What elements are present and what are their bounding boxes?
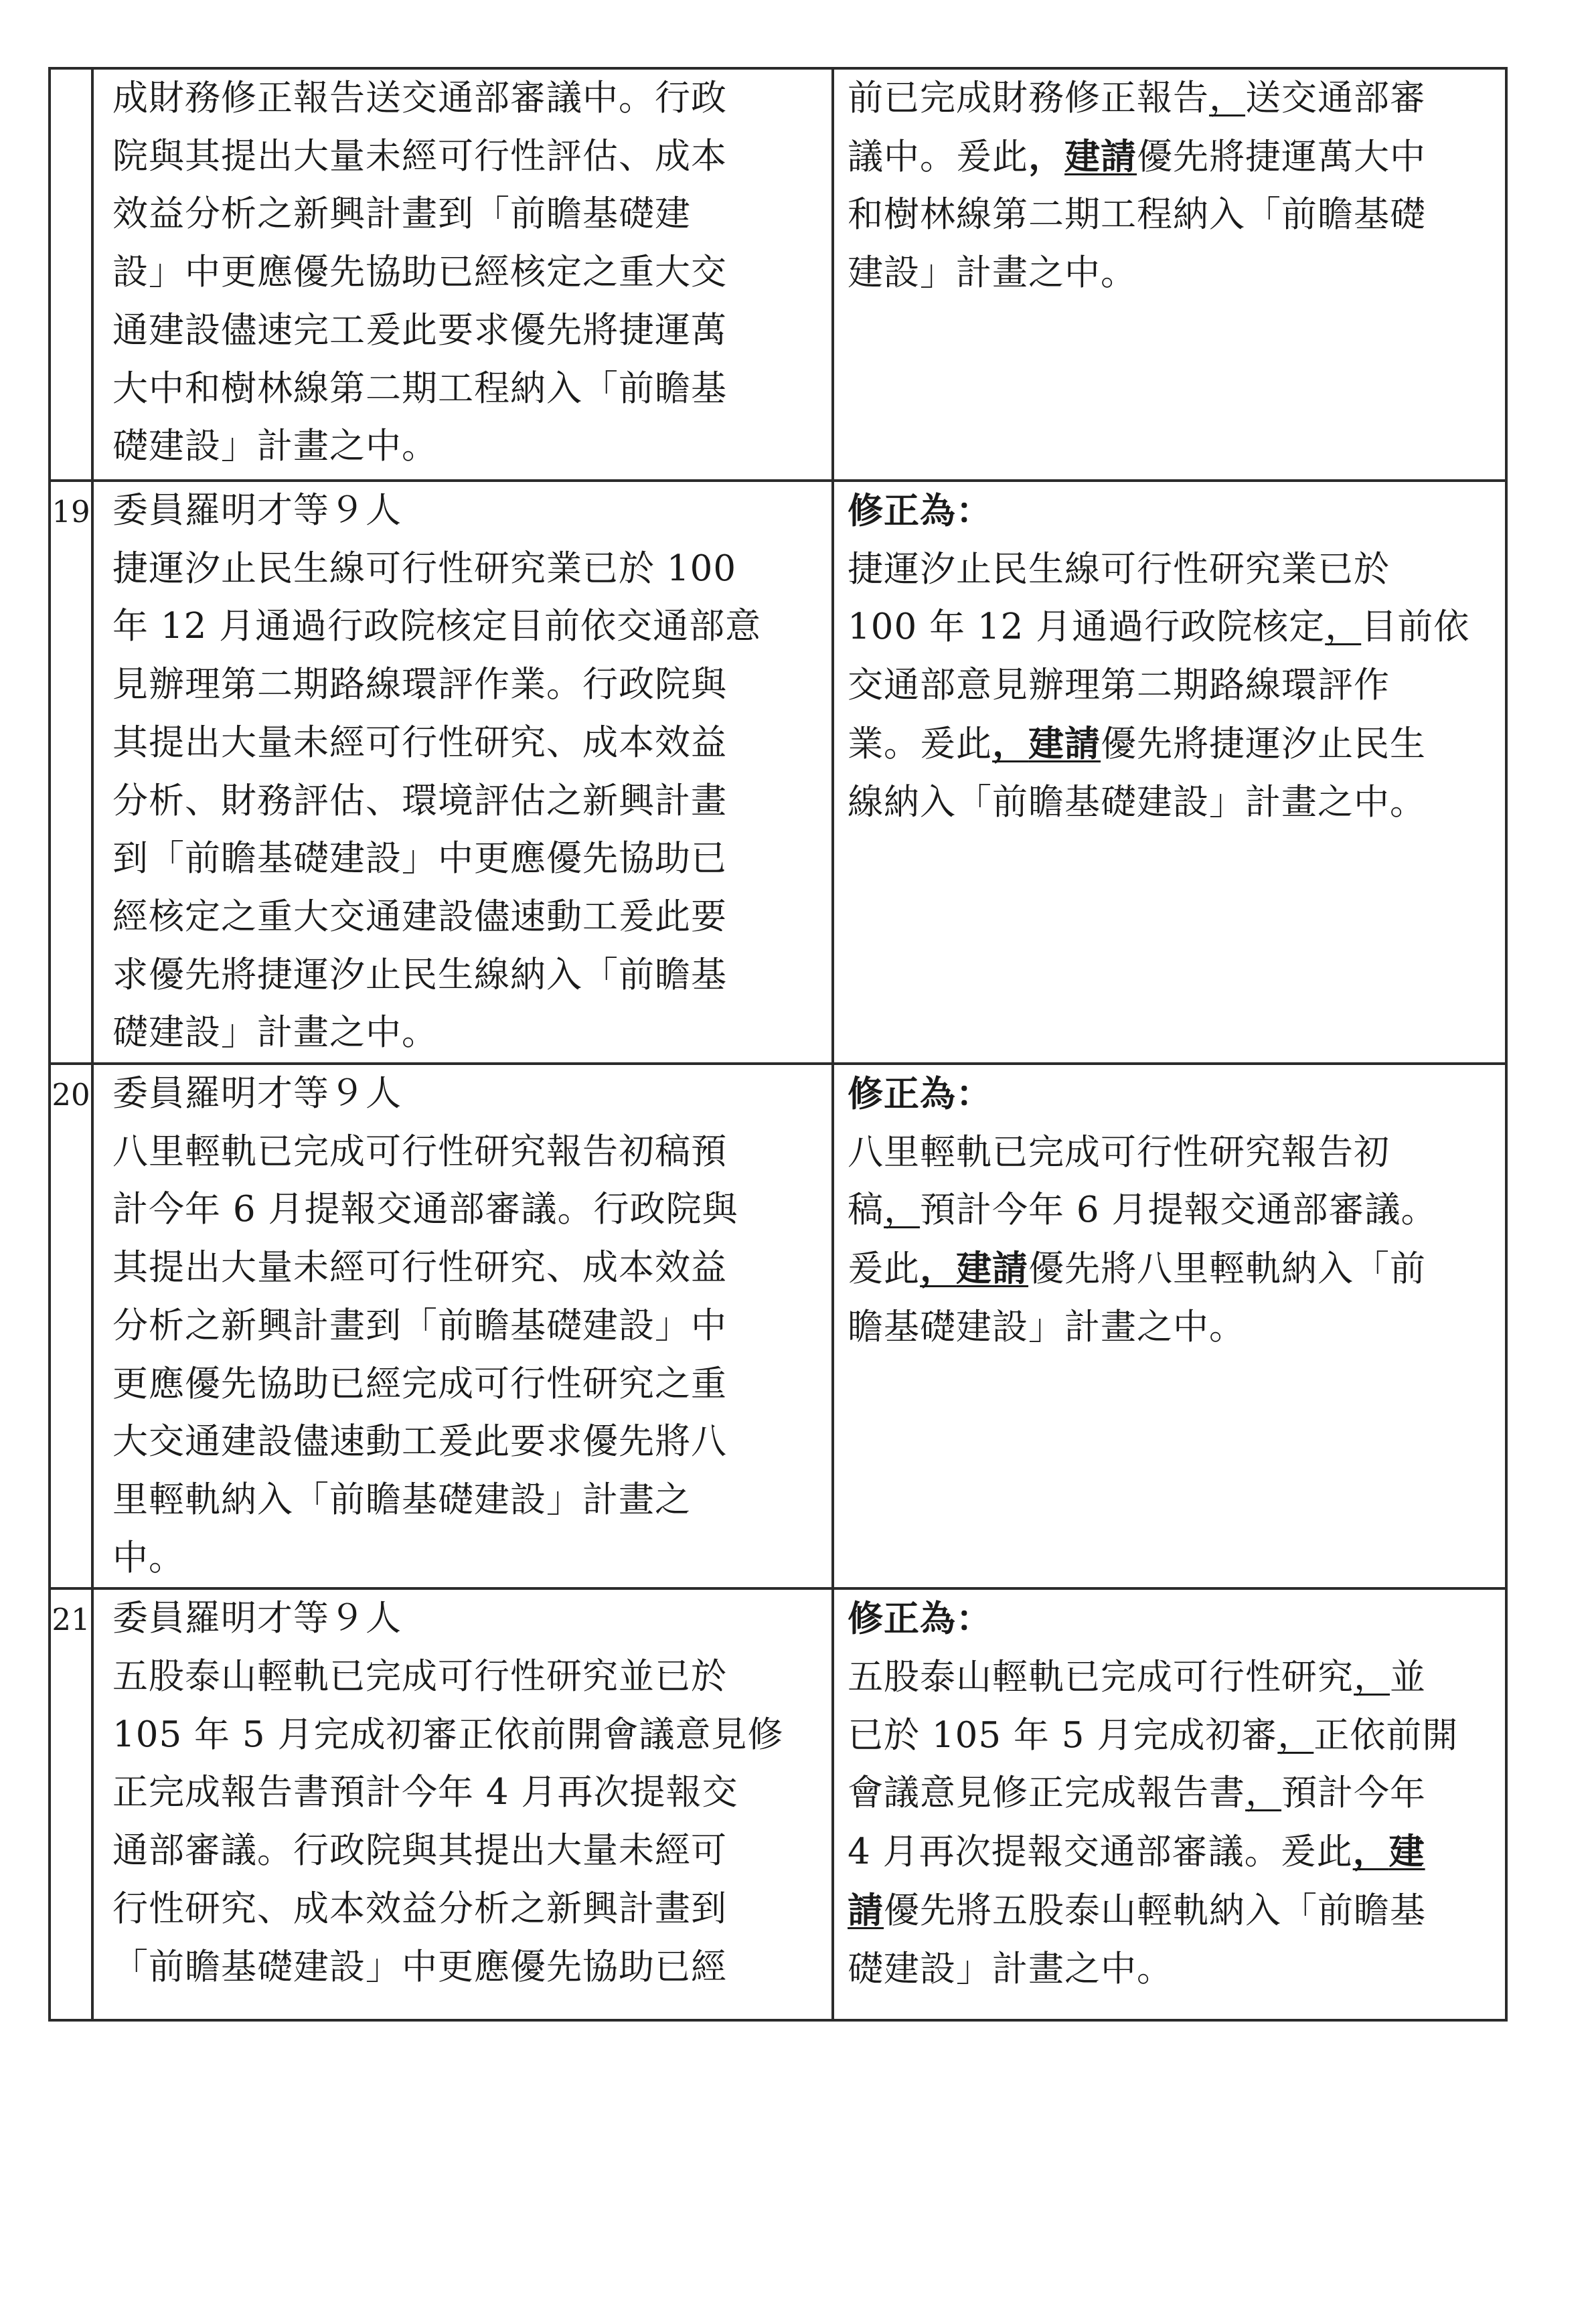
text-line: 分析、財務評估、環境評估之新興計畫 [112,780,728,821]
text-line: 設」中更應優先協助已經核定之重大交 [112,252,728,293]
text-line [848,482,1492,541]
text-segment: 瞻基礎建設」計畫之中。 [848,1306,1246,1347]
item-number-cell [50,1588,92,2020]
emphasis-text: 建請 [1064,135,1137,177]
text-line: 其提出大量未經可行性研究、成本效益 [112,1247,728,1289]
text-segment: 業。爰此 [848,723,993,764]
text-segment: ， [1245,1773,1282,1814]
text-line: 成財務修正報告送交通部審議中。行政 [112,78,728,118]
item-number-cell [50,1064,92,1588]
text-line: 其提出大量未經可行性研究、成本效益 [112,722,728,763]
text-line [848,598,1492,657]
item-number-cell [50,481,92,1064]
text-line [848,1299,1492,1357]
revised-text [834,482,1505,831]
text-segment: 已於 105 年 5 月完成初審 [848,1714,1278,1756]
text-segment: 並 [1390,1657,1427,1698]
text-line: 里輕軌納入「前瞻基礎建設」計畫之 [112,1479,692,1520]
text-segment: 線納入「前瞻基礎建設」計畫之中。 [848,781,1427,823]
text-segment: 五股泰山輕軌已完成可行性研究 [848,1657,1354,1698]
emphasis-text: 建 [1388,1831,1425,1873]
text-line [848,715,1492,774]
table-row [50,1588,1506,2020]
text-line: 「前瞻基礎建設」中更應優先協助已經 [112,1946,728,1987]
text-line: 委員羅明才等９人 [112,1598,402,1639]
text-line: 礎建設」計畫之中。 [112,1012,438,1054]
original-text [94,1065,831,1587]
text-line: 效益分析之新興計畫到「前瞻基礎建 [112,193,692,235]
item-number: 20 [52,1077,90,1113]
text-line [848,1707,1492,1765]
emphasis-text: ， [920,1248,957,1290]
revised-text [834,1065,1505,1357]
text-line: 通部審議。行政院與其提出大量未經可 [112,1830,728,1872]
emphasis-text: 修正為： [848,1073,993,1115]
original-text [94,70,831,476]
comparison-table [48,67,1508,2022]
revised-text-cell [833,1064,1506,1588]
item-number: 19 [52,494,90,529]
text-segment: 八里輕軌已完成可行性研究報告初 [848,1131,1390,1173]
emphasis-text: ， [1352,1831,1389,1873]
text-segment: ， [1277,1714,1314,1756]
text-segment: 正依前開 [1313,1714,1459,1756]
text-line [848,1240,1492,1299]
text-segment: ， [1354,1657,1390,1698]
text-segment: 建設」計畫之中。 [848,252,1137,294]
text-line [848,244,1492,303]
text-line: 更應優先協助已經完成可行性研究之重 [112,1363,728,1404]
text-line: 正完成報告書預計今年 4 月再次提報交 [112,1772,738,1813]
revised-text-cell [833,1588,1506,2020]
text-segment: 稿 [848,1189,884,1231]
original-text-cell [92,1064,833,1588]
revised-text-cell [833,481,1506,1064]
text-segment: 和樹林線第二期工程納入「前瞻基礎 [848,194,1427,236]
emphasis-text: 請 [848,1889,884,1931]
text-line [848,1764,1492,1823]
text-segment: 目前依 [1361,606,1470,648]
text-segment: 4 月再次提報交通部審議。爰此 [848,1831,1353,1873]
text-segment: 交通部意見辦理第二期路線環評作 [848,665,1390,706]
text-line [848,1649,1492,1707]
text-line: 捷運汐止民生線可行性研究業已於 100 [112,548,737,589]
text-line: 求優先將捷運汐止民生線納入「前瞻基 [112,954,728,995]
text-segment: 優先將捷運萬大中 [1137,136,1427,177]
text-line [848,70,1492,128]
original-text-cell [92,1588,833,2020]
text-line: 105 年 5 月完成初審正依前開會議意見修 [112,1714,784,1755]
text-line [848,1590,1492,1649]
emphasis-text: 修正為： [848,1598,993,1640]
text-line: 委員羅明才等９人 [112,1073,402,1115]
text-line [848,1882,1492,1941]
text-line: 年 12 月通過行政院核定目前依交通部意 [112,606,762,647]
text-line [848,1941,1492,1999]
original-text [94,482,831,1062]
item-number-cell [50,68,92,481]
text-line: 委員羅明才等９人 [112,490,402,531]
text-segment: 100 年 12 月通過行政院核定 [848,606,1326,648]
emphasis-text: ， [992,722,1029,764]
revised-text [834,70,1505,303]
text-segment: 爰此 [848,1248,921,1290]
text-segment: 捷運汐止民生線可行性研究業已於 [848,548,1390,590]
text-segment: ， [1325,606,1362,648]
original-text-cell [92,481,833,1064]
text-line: 到「前瞻基礎建設」中更應優先協助已 [112,838,728,880]
text-segment: ， [884,1189,921,1231]
text-line [848,1181,1492,1240]
text-line: 通建設儘速完工爰此要求優先將捷運萬 [112,309,728,351]
text-segment: 送交通部審 [1245,78,1427,118]
table-row [50,1064,1506,1588]
text-line [848,541,1492,599]
text-segment: 優先將捷運汐止民生 [1101,723,1427,764]
emphasis-text: ， [1028,135,1065,177]
text-line: 行性研究、成本效益分析之新興計畫到 [112,1888,728,1929]
original-text [94,1590,831,1996]
text-segment: 預計今年 6 月提報交通部審議。 [920,1189,1437,1231]
text-line [848,1124,1492,1182]
text-line [848,186,1492,244]
revised-text [834,1590,1505,1998]
text-line: 經核定之重大交通建設儘速動工爰此要 [112,896,728,937]
text-line: 院與其提出大量未經可行性評估、成本 [112,135,728,177]
text-segment: 優先將五股泰山輕軌納入「前瞻基 [884,1890,1427,1931]
text-line: 見辦理第二期路線環評作業。行政院與 [112,664,728,706]
revised-text-cell [833,68,1506,481]
text-segment: 前已完成財務修正報告 [848,78,1210,118]
text-line: 八里輕軌已完成可行性研究報告初稿預 [112,1131,728,1172]
item-number [51,70,91,71]
text-segment: 議中。爰此 [848,136,1029,177]
table-row [50,481,1506,1064]
text-line: 大交通建設儘速動工爰此要求優先將八 [112,1421,728,1463]
text-line [848,128,1492,187]
text-line [848,1065,1492,1124]
emphasis-text: 建請 [1028,722,1101,764]
text-line: 礎建設」計畫之中。 [112,426,438,467]
text-segment: ， [1209,78,1246,118]
emphasis-text: 修正為： [848,490,993,531]
text-line: 中。 [112,1537,185,1578]
table-row [50,68,1506,481]
text-line: 計今年 6 月提報交通部審議。行政院與 [112,1189,738,1230]
emphasis-text: 建請 [956,1248,1029,1290]
text-line [848,1823,1492,1882]
text-segment: 會議意見修正完成報告書 [848,1773,1246,1814]
text-line [848,774,1492,832]
original-text-cell [92,68,833,481]
text-line: 分析之新興計畫到「前瞻基礎建設」中 [112,1305,728,1346]
item-number: 21 [52,1602,90,1638]
text-line [848,657,1492,715]
text-line: 五股泰山輕軌已完成可行性研究並已於 [112,1656,728,1698]
text-segment: 礎建設」計畫之中。 [848,1948,1174,1989]
text-segment: 預計今年 [1281,1773,1427,1814]
text-segment: 優先將八里輕軌納入「前 [1028,1248,1427,1290]
text-line: 大中和樹林線第二期工程納入「前瞻基 [112,367,728,409]
